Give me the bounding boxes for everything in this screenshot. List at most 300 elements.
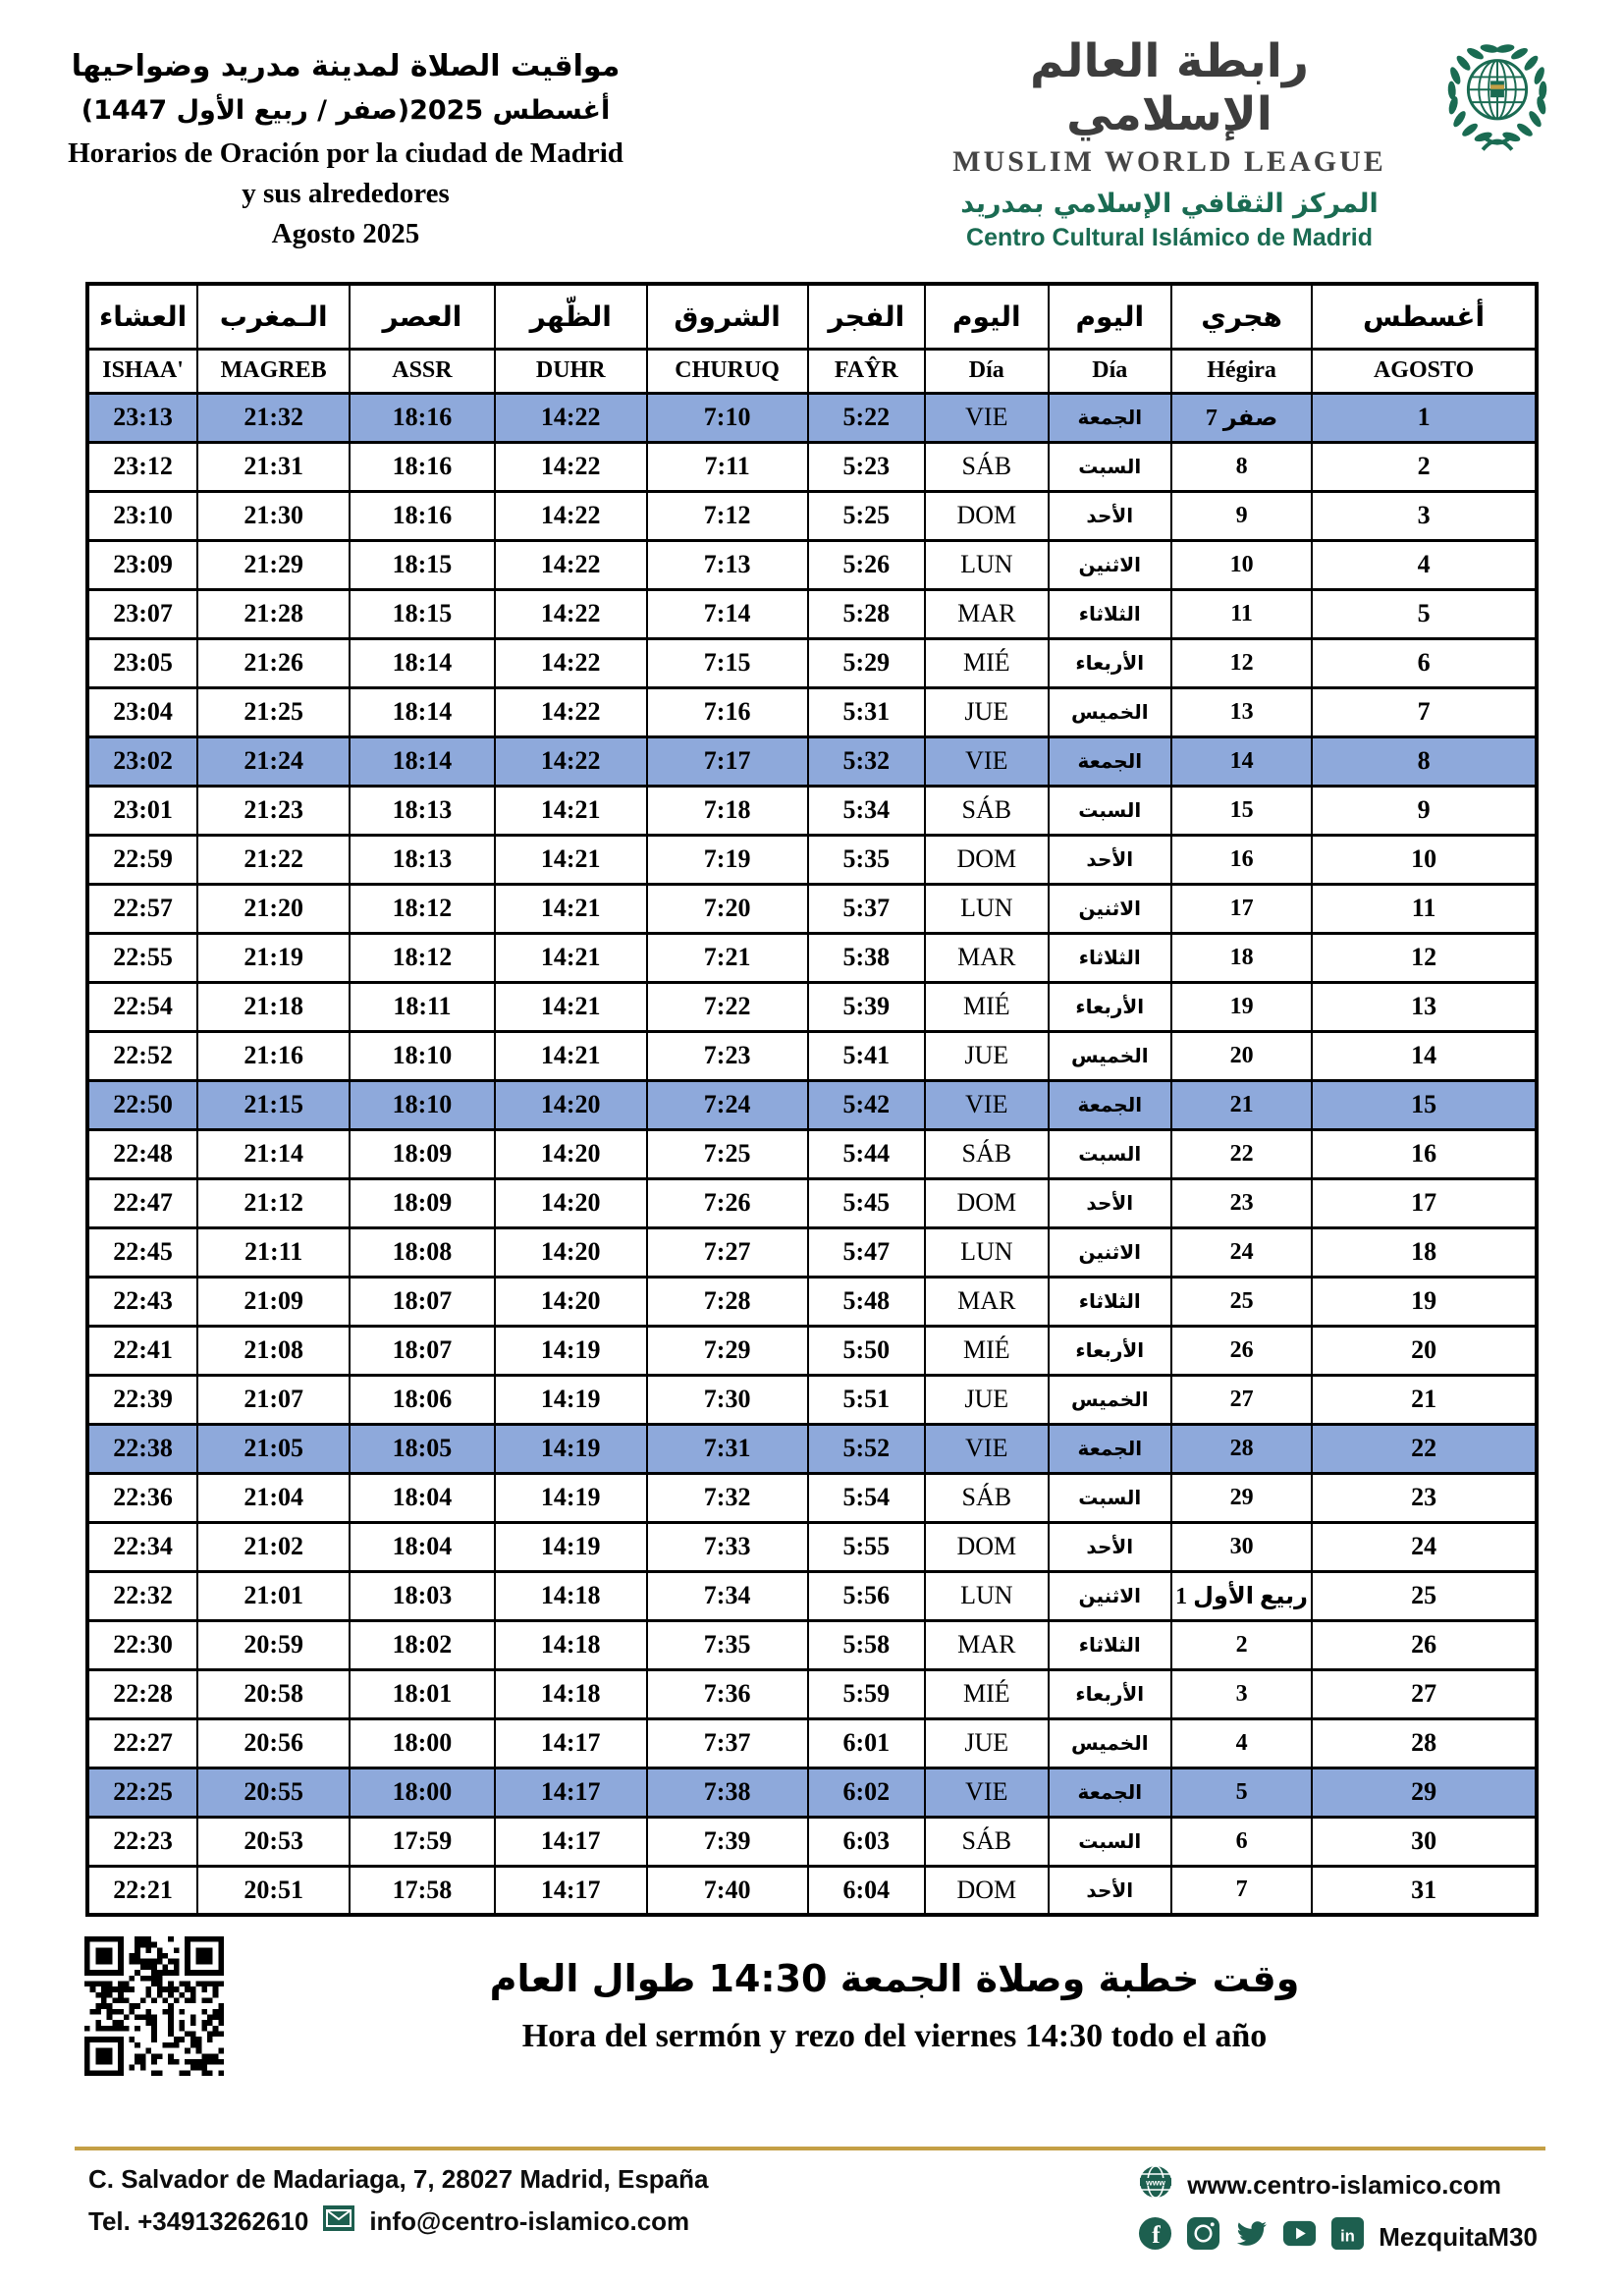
cell-hegira: 6	[1171, 1817, 1312, 1866]
cell-agosto: 4	[1312, 540, 1537, 589]
cell-hegira: 24	[1171, 1227, 1312, 1277]
center-name-spanish: Centro Cultural Islámico de Madrid	[966, 224, 1373, 252]
cell-dia-es: JUE	[925, 1718, 1048, 1768]
page-header	[0, 0, 1624, 252]
cell-assr: 18:04	[350, 1473, 495, 1522]
col-header-fayr: FAŶR	[808, 349, 926, 393]
cell-dia-ar: الأربعاء	[1049, 1669, 1171, 1718]
table-row	[87, 1031, 1537, 1080]
cell-duhr: 14:20	[495, 1129, 647, 1178]
social-handle: MezquitaM30	[1379, 2221, 1538, 2252]
cell-duhr: 14:21	[495, 884, 647, 933]
table-row	[87, 687, 1537, 736]
table-row	[87, 1473, 1537, 1522]
cell-assr: 18:10	[350, 1031, 495, 1080]
cell-duhr: 14:19	[495, 1522, 647, 1571]
cell-dia-ar: الخميس	[1049, 1031, 1171, 1080]
cell-dia-es: MIÉ	[925, 1326, 1048, 1375]
cell-dia-es: VIE	[925, 1080, 1048, 1129]
cell-magreb: 21:14	[197, 1129, 350, 1178]
cell-magreb: 21:08	[197, 1326, 350, 1375]
cell-dia-es: LUN	[925, 540, 1048, 589]
cell-duhr: 14:22	[495, 687, 647, 736]
table-row	[87, 1718, 1537, 1768]
cell-hegira: 18	[1171, 933, 1312, 982]
cell-duhr: 14:20	[495, 1178, 647, 1227]
cell-agosto: 5	[1312, 589, 1537, 638]
cell-assr: 18:09	[350, 1178, 495, 1227]
cell-ishaa: 22:43	[87, 1277, 197, 1326]
cell-assr: 18:00	[350, 1768, 495, 1817]
youtube-icon[interactable]	[1282, 2216, 1317, 2258]
notice-section	[0, 1917, 1624, 2076]
col-header-dia-es: Día	[925, 349, 1048, 393]
table-row	[87, 1326, 1537, 1375]
cell-churuq: 7:19	[647, 835, 808, 884]
cell-churuq: 7:31	[647, 1424, 808, 1473]
cell-ishaa: 22:55	[87, 933, 197, 982]
cell-agosto: 30	[1312, 1817, 1537, 1866]
cell-dia-ar: الثلاثاء	[1049, 1277, 1171, 1326]
cell-churuq: 7:37	[647, 1718, 808, 1768]
instagram-icon[interactable]	[1186, 2216, 1220, 2258]
cell-duhr: 14:21	[495, 933, 647, 982]
cell-hegira: 22	[1171, 1129, 1312, 1178]
cell-fayr: 5:29	[808, 638, 926, 687]
cell-fayr: 5:38	[808, 933, 926, 982]
cell-duhr: 14:19	[495, 1473, 647, 1522]
title-block	[61, 35, 630, 250]
cell-hegira: 23	[1171, 1178, 1312, 1227]
cell-churuq: 7:35	[647, 1620, 808, 1669]
cell-agosto: 24	[1312, 1522, 1537, 1571]
cell-fayr: 5:26	[808, 540, 926, 589]
cell-hegira: 29	[1171, 1473, 1312, 1522]
cell-assr: 18:16	[350, 442, 495, 491]
cell-agosto: 15	[1312, 1080, 1537, 1129]
cell-assr: 18:13	[350, 835, 495, 884]
center-name-arabic: المركز الثقافي الإسلامي بمدريد	[960, 189, 1379, 220]
cell-ishaa: 22:59	[87, 835, 197, 884]
cell-agosto: 19	[1312, 1277, 1537, 1326]
cell-agosto: 7	[1312, 687, 1537, 736]
cell-ishaa: 22:39	[87, 1375, 197, 1424]
col-header-ar-assr: العصر	[350, 284, 495, 349]
cell-ishaa: 22:28	[87, 1669, 197, 1718]
cell-agosto: 9	[1312, 786, 1537, 835]
cell-magreb: 21:16	[197, 1031, 350, 1080]
cell-hegira: 19	[1171, 982, 1312, 1031]
table-row	[87, 491, 1537, 540]
cell-dia-es: MIÉ	[925, 982, 1048, 1031]
cell-ishaa: 22:27	[87, 1718, 197, 1768]
cell-churuq: 7:21	[647, 933, 808, 982]
cell-dia-es: SÁB	[925, 442, 1048, 491]
cell-ishaa: 22:25	[87, 1768, 197, 1817]
cell-fayr: 5:50	[808, 1326, 926, 1375]
cell-duhr: 14:20	[495, 1227, 647, 1277]
cell-fayr: 5:56	[808, 1571, 926, 1620]
cell-assr: 18:03	[350, 1571, 495, 1620]
cell-assr: 18:04	[350, 1522, 495, 1571]
cell-ishaa: 22:23	[87, 1817, 197, 1866]
col-header-ishaa: ISHAA'	[87, 349, 197, 393]
cell-magreb: 21:19	[197, 933, 350, 982]
cell-assr: 18:06	[350, 1375, 495, 1424]
cell-fayr: 5:48	[808, 1277, 926, 1326]
cell-dia-ar: الأحد	[1049, 1522, 1171, 1571]
cell-agosto: 10	[1312, 835, 1537, 884]
cell-churuq: 7:24	[647, 1080, 808, 1129]
cell-churuq: 7:26	[647, 1178, 808, 1227]
cell-magreb: 21:04	[197, 1473, 350, 1522]
mwl-emblem-icon	[1420, 35, 1575, 185]
cell-ishaa: 23:04	[87, 687, 197, 736]
cell-dia-ar: الأحد	[1049, 835, 1171, 884]
table-row	[87, 1178, 1537, 1227]
col-header-hegira: Hégira	[1171, 349, 1312, 393]
cell-magreb: 21:15	[197, 1080, 350, 1129]
svg-text:in: in	[1340, 2226, 1356, 2246]
cell-magreb: 20:59	[197, 1620, 350, 1669]
website-url[interactable]: www.centro-islamico.com	[1187, 2170, 1501, 2200]
cell-dia-ar: السبت	[1049, 1817, 1171, 1866]
prayer-times-table	[85, 282, 1539, 1917]
cell-assr: 18:01	[350, 1669, 495, 1718]
cell-dia-ar: الاثنين	[1049, 884, 1171, 933]
table-row	[87, 1817, 1537, 1866]
cell-duhr: 14:17	[495, 1718, 647, 1768]
cell-agosto: 2	[1312, 442, 1537, 491]
cell-dia-es: LUN	[925, 884, 1048, 933]
cell-hegira: 3	[1171, 1669, 1312, 1718]
table-row-friday	[87, 1080, 1537, 1129]
cell-agosto: 3	[1312, 491, 1537, 540]
cell-churuq: 7:36	[647, 1669, 808, 1718]
cell-agosto: 20	[1312, 1326, 1537, 1375]
cell-dia-ar: الأربعاء	[1049, 1326, 1171, 1375]
svg-text:www: www	[1146, 2177, 1166, 2188]
col-header-agosto: AGOSTO	[1312, 349, 1537, 393]
cell-fayr: 5:47	[808, 1227, 926, 1277]
col-header-ar-fayr: الفجر	[808, 284, 926, 349]
cell-ishaa: 22:41	[87, 1326, 197, 1375]
cell-ishaa: 22:52	[87, 1031, 197, 1080]
cell-churuq: 7:18	[647, 786, 808, 835]
cell-magreb: 21:20	[197, 884, 350, 933]
cell-ishaa: 22:54	[87, 982, 197, 1031]
cell-fayr: 6:04	[808, 1866, 926, 1915]
cell-dia-ar: الأحد	[1049, 491, 1171, 540]
cell-agosto: 8	[1312, 736, 1537, 786]
cell-magreb: 21:18	[197, 982, 350, 1031]
cell-dia-ar: الأربعاء	[1049, 982, 1171, 1031]
cell-hegira: 28	[1171, 1424, 1312, 1473]
cell-assr: 18:15	[350, 589, 495, 638]
cell-magreb: 21:24	[197, 736, 350, 786]
cell-dia-ar: السبت	[1049, 442, 1171, 491]
cell-ishaa: 23:10	[87, 491, 197, 540]
friday-sermon-notice	[224, 1957, 1565, 2055]
cell-magreb: 21:30	[197, 491, 350, 540]
cell-agosto: 13	[1312, 982, 1537, 1031]
table-row	[87, 933, 1537, 982]
cell-dia-es: VIE	[925, 1768, 1048, 1817]
table-row	[87, 442, 1537, 491]
cell-dia-ar: الثلاثاء	[1049, 589, 1171, 638]
cell-duhr: 14:20	[495, 1277, 647, 1326]
cell-hegira: 11	[1171, 589, 1312, 638]
cell-dia-ar: الثلاثاء	[1049, 1620, 1171, 1669]
cell-magreb: 21:01	[197, 1571, 350, 1620]
cell-churuq: 7:25	[647, 1129, 808, 1178]
contact-block	[88, 2164, 708, 2249]
cell-dia-ar: الاثنين	[1049, 1571, 1171, 1620]
cell-dia-ar: الخميس	[1049, 1375, 1171, 1424]
cell-churuq: 7:13	[647, 540, 808, 589]
col-header-ar-agosto: أغسطس	[1312, 284, 1537, 349]
cell-dia-es: SÁB	[925, 1473, 1048, 1522]
cell-dia-es: MAR	[925, 589, 1048, 638]
facebook-icon[interactable]	[1138, 2216, 1172, 2258]
cell-dia-ar: الاثنين	[1049, 1227, 1171, 1277]
cell-magreb: 21:29	[197, 540, 350, 589]
cell-fayr: 5:34	[808, 786, 926, 835]
cell-dia-es: DOM	[925, 1866, 1048, 1915]
cell-churuq: 7:20	[647, 884, 808, 933]
cell-magreb: 20:55	[197, 1768, 350, 1817]
cell-dia-ar: الجمعة	[1049, 736, 1171, 786]
cell-assr: 17:59	[350, 1817, 495, 1866]
cell-duhr: 14:22	[495, 589, 647, 638]
table-row-friday	[87, 1424, 1537, 1473]
cell-assr: 18:11	[350, 982, 495, 1031]
cell-magreb: 20:56	[197, 1718, 350, 1768]
table-row	[87, 982, 1537, 1031]
cell-hegira: 12	[1171, 638, 1312, 687]
cell-dia-es: DOM	[925, 835, 1048, 884]
table-row-friday	[87, 736, 1537, 786]
cell-churuq: 7:27	[647, 1227, 808, 1277]
table-row	[87, 884, 1537, 933]
cell-magreb: 21:22	[197, 835, 350, 884]
table-row	[87, 1522, 1537, 1571]
cell-assr: 18:09	[350, 1129, 495, 1178]
cell-dia-es: SÁB	[925, 1129, 1048, 1178]
page-title-spanish: Horarios de Oración por la ciudad de Madrid	[68, 137, 623, 169]
cell-fayr: 5:58	[808, 1620, 926, 1669]
cell-churuq: 7:22	[647, 982, 808, 1031]
cell-assr: 18:12	[350, 884, 495, 933]
cell-fayr: 5:23	[808, 442, 926, 491]
cell-churuq: 7:29	[647, 1326, 808, 1375]
cell-assr: 18:14	[350, 736, 495, 786]
cell-ishaa: 22:21	[87, 1866, 197, 1915]
cell-duhr: 14:22	[495, 393, 647, 442]
cell-duhr: 14:22	[495, 442, 647, 491]
cell-fayr: 5:37	[808, 884, 926, 933]
cell-fayr: 6:02	[808, 1768, 926, 1817]
cell-magreb: 21:32	[197, 393, 350, 442]
cell-dia-es: VIE	[925, 736, 1048, 786]
cell-duhr: 14:21	[495, 786, 647, 835]
cell-churuq: 7:28	[647, 1277, 808, 1326]
col-header-ar-churuq: الشروق	[647, 284, 808, 349]
cell-hegira: 14	[1171, 736, 1312, 786]
cell-dia-es: DOM	[925, 1522, 1048, 1571]
cell-dia-es: MIÉ	[925, 1669, 1048, 1718]
cell-dia-es: JUE	[925, 687, 1048, 736]
cell-hegira: 26	[1171, 1326, 1312, 1375]
col-header-assr: ASSR	[350, 349, 495, 393]
sermon-time-arabic: وقت خطبة وصلاة الجمعة 14:30 طوال العام	[489, 1957, 1300, 2001]
table-row	[87, 1129, 1537, 1178]
col-header-magreb: MAGREB	[197, 349, 350, 393]
cell-magreb: 21:25	[197, 687, 350, 736]
cell-fayr: 5:35	[808, 835, 926, 884]
cell-assr: 18:15	[350, 540, 495, 589]
cell-dia-es: VIE	[925, 1424, 1048, 1473]
cell-dia-es: MAR	[925, 933, 1048, 982]
cell-dia-ar: الجمعة	[1049, 1424, 1171, 1473]
cell-hegira: 30	[1171, 1522, 1312, 1571]
cell-magreb: 21:11	[197, 1227, 350, 1277]
cell-hegira: 21	[1171, 1080, 1312, 1129]
cell-churuq: 7:10	[647, 393, 808, 442]
web-social-block	[1138, 2164, 1538, 2267]
cell-fayr: 5:22	[808, 393, 926, 442]
cell-dia-ar: السبت	[1049, 786, 1171, 835]
cell-magreb: 21:26	[197, 638, 350, 687]
cell-hegira: 1 ربيع الأول	[1171, 1571, 1312, 1620]
cell-duhr: 14:17	[495, 1866, 647, 1915]
cell-ishaa: 23:12	[87, 442, 197, 491]
table-row	[87, 1571, 1537, 1620]
cell-dia-es: LUN	[925, 1227, 1048, 1277]
organization-logo	[939, 35, 1575, 252]
cell-churuq: 7:32	[647, 1473, 808, 1522]
qr-code	[84, 1936, 224, 2076]
cell-hegira: 16	[1171, 835, 1312, 884]
cell-hegira: 13	[1171, 687, 1312, 736]
cell-magreb: 21:07	[197, 1375, 350, 1424]
mwl-arabic-calligraphy: رابطة العالم الإسلامي	[1030, 34, 1309, 142]
cell-duhr: 14:17	[495, 1817, 647, 1866]
cell-duhr: 14:20	[495, 1080, 647, 1129]
cell-fayr: 5:42	[808, 1080, 926, 1129]
table-row	[87, 1866, 1537, 1915]
cell-hegira: 4	[1171, 1718, 1312, 1768]
cell-dia-ar: الثلاثاء	[1049, 933, 1171, 982]
cell-fayr: 5:44	[808, 1129, 926, 1178]
table-row	[87, 1669, 1537, 1718]
cell-duhr: 14:19	[495, 1326, 647, 1375]
table-row	[87, 1620, 1537, 1669]
cell-dia-es: DOM	[925, 1178, 1048, 1227]
cell-agosto: 27	[1312, 1669, 1537, 1718]
cell-agosto: 1	[1312, 393, 1537, 442]
cell-hegira: 5	[1171, 1768, 1312, 1817]
cell-assr: 18:10	[350, 1080, 495, 1129]
cell-fayr: 5:31	[808, 687, 926, 736]
table-row	[87, 786, 1537, 835]
cell-agosto: 26	[1312, 1620, 1537, 1669]
cell-agosto: 11	[1312, 884, 1537, 933]
cell-agosto: 18	[1312, 1227, 1537, 1277]
cell-dia-ar: الخميس	[1049, 1718, 1171, 1768]
cell-magreb: 21:09	[197, 1277, 350, 1326]
cell-assr: 18:14	[350, 687, 495, 736]
cell-assr: 18:05	[350, 1424, 495, 1473]
cell-assr: 17:58	[350, 1866, 495, 1915]
cell-agosto: 31	[1312, 1866, 1537, 1915]
cell-magreb: 21:05	[197, 1424, 350, 1473]
cell-fayr: 5:45	[808, 1178, 926, 1227]
col-header-ar-duhr: الظّهر	[495, 284, 647, 349]
cell-fayr: 5:32	[808, 736, 926, 786]
cell-hegira: 7	[1171, 1866, 1312, 1915]
table-header-row-latin	[87, 349, 1537, 393]
cell-assr: 18:13	[350, 786, 495, 835]
sermon-time-spanish: Hora del sermón y rezo del viernes 14:30 todo el año	[521, 2018, 1268, 2055]
email-address[interactable]: info@centro-islamico.com	[369, 2206, 690, 2236]
cell-dia-es: MAR	[925, 1620, 1048, 1669]
cell-dia-ar: الاثنين	[1049, 540, 1171, 589]
cell-hegira: 7 صفر	[1171, 393, 1312, 442]
cell-ishaa: 22:38	[87, 1424, 197, 1473]
cell-ishaa: 22:34	[87, 1522, 197, 1571]
page-title-month: Agosto 2025	[271, 218, 420, 249]
cell-duhr: 14:21	[495, 835, 647, 884]
table-row	[87, 540, 1537, 589]
cell-duhr: 14:17	[495, 1768, 647, 1817]
cell-duhr: 14:22	[495, 736, 647, 786]
cell-hegira: 8	[1171, 442, 1312, 491]
cell-assr: 18:12	[350, 933, 495, 982]
cell-agosto: 25	[1312, 1571, 1537, 1620]
cell-dia-es: MAR	[925, 1277, 1048, 1326]
cell-fayr: 6:01	[808, 1718, 926, 1768]
phone-number: Tel. +34913262610	[88, 2206, 309, 2236]
cell-hegira: 15	[1171, 786, 1312, 835]
cell-hegira: 25	[1171, 1277, 1312, 1326]
col-header-duhr: DUHR	[495, 349, 647, 393]
cell-agosto: 6	[1312, 638, 1537, 687]
cell-duhr: 14:21	[495, 982, 647, 1031]
table-row-friday	[87, 1768, 1537, 1817]
cell-fayr: 5:55	[808, 1522, 926, 1571]
cell-dia-es: LUN	[925, 1571, 1048, 1620]
table-row	[87, 638, 1537, 687]
cell-churuq: 7:30	[647, 1375, 808, 1424]
cell-churuq: 7:12	[647, 491, 808, 540]
cell-magreb: 21:02	[197, 1522, 350, 1571]
col-header-dia-ar: Día	[1049, 349, 1171, 393]
cell-dia-ar: الجمعة	[1049, 1080, 1171, 1129]
cell-churuq: 7:40	[647, 1866, 808, 1915]
cell-churuq: 7:33	[647, 1522, 808, 1571]
page-title-arabic: مواقيت الصلاة لمدينة مدريد وضواحيها	[71, 49, 621, 83]
cell-ishaa: 23:05	[87, 638, 197, 687]
cell-dia-ar: الخميس	[1049, 687, 1171, 736]
cell-churuq: 7:34	[647, 1571, 808, 1620]
twitter-icon[interactable]	[1234, 2216, 1269, 2258]
cell-assr: 18:16	[350, 491, 495, 540]
linkedin-icon[interactable]	[1330, 2216, 1365, 2258]
cell-churuq: 7:38	[647, 1768, 808, 1817]
cell-dia-ar: الأحد	[1049, 1866, 1171, 1915]
cell-ishaa: 23:09	[87, 540, 197, 589]
